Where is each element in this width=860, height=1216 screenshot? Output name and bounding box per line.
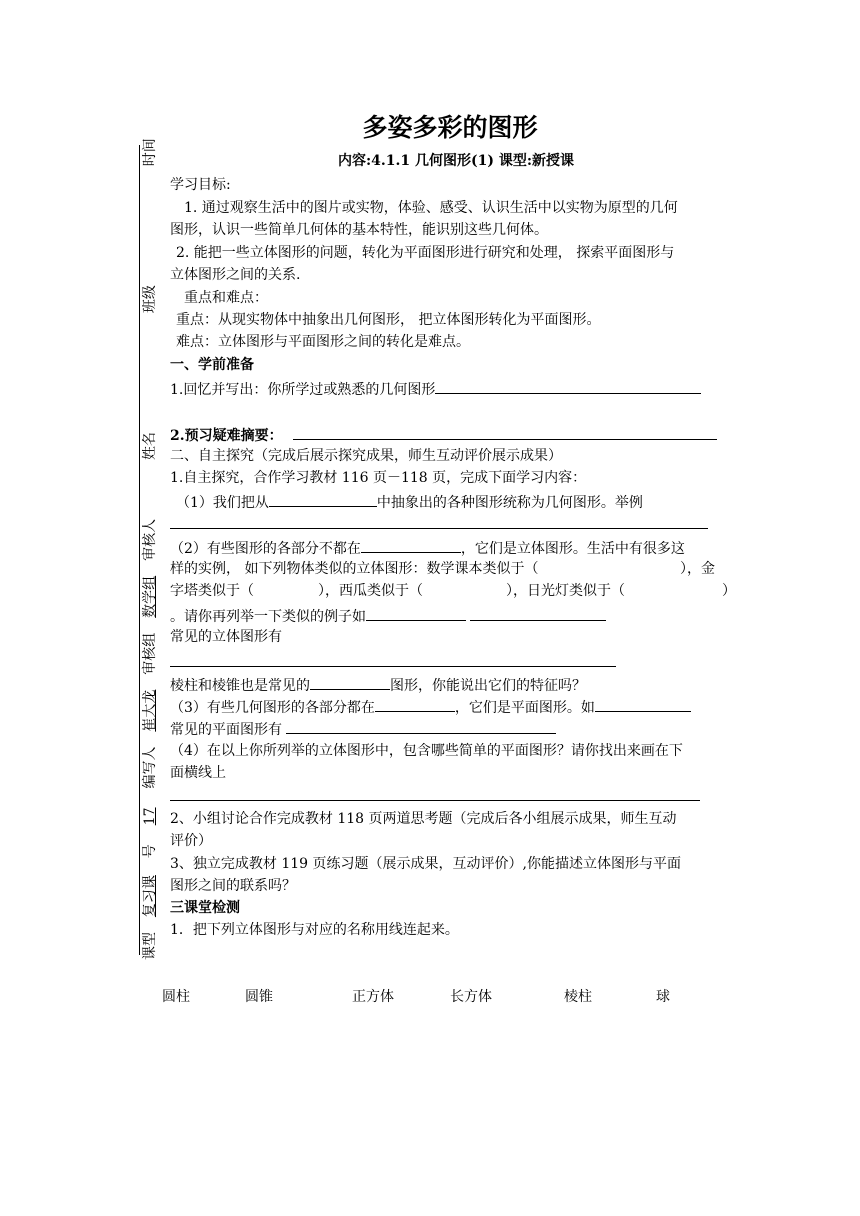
part-1-line bbox=[176, 492, 643, 512]
side-info-label bbox=[140, 140, 160, 960]
question-3-line-1: 3、独立完成教材 119 页练习题（展示成果，互动评价）,你能描述立体图形与平面 bbox=[170, 856, 681, 872]
question-2-line-2: 评价） bbox=[170, 833, 212, 849]
side-name-label: 姓名 bbox=[142, 432, 158, 461]
part-2-text-a: （2）有些图形的各部分不都在 bbox=[170, 541, 361, 557]
section-3-heading: 三课堂检测 bbox=[170, 900, 240, 916]
blank-field[interactable] bbox=[375, 697, 455, 712]
side-author-value: 崔大龙 bbox=[142, 689, 158, 732]
shape-name-cube: 正方体 bbox=[352, 989, 394, 1005]
part-2-line-2: 样的实例， 如下列物体类似的立体图形：数学课本类似于（ bbox=[170, 561, 539, 577]
page-subtitle: 内容:4.1.1 几何图形(1) 课型:新授课 bbox=[338, 153, 575, 169]
part-4-line-1: （4）在以上你所列举的立体图形中，包含哪些简单的平面图形？请你找出来画在下 bbox=[170, 743, 683, 759]
answer-line[interactable] bbox=[293, 425, 717, 440]
part-1-text-a: （1）我们把从 bbox=[176, 495, 269, 511]
side-lesson-type-value: 复习课 bbox=[142, 875, 158, 918]
side-lesson-type-label: 课型 bbox=[142, 932, 158, 960]
section-1-question-2 bbox=[170, 425, 717, 445]
part-3-line-2 bbox=[170, 719, 556, 739]
prism-text-b: 图形，你能说出它们的特征吗？ bbox=[390, 678, 586, 694]
side-review-group-value: 数学组 bbox=[142, 575, 158, 618]
part-3-text-a: （3）有些几何图形的各部分都在 bbox=[170, 700, 375, 716]
section-2-intro: 1.自主探究，合作学习教材 116 页－118 页，完成下面学习内容： bbox=[170, 470, 587, 486]
answer-line[interactable] bbox=[170, 652, 616, 667]
part-2-line-3c: ），日光灯类似于（ bbox=[506, 583, 625, 599]
blank-field[interactable] bbox=[595, 697, 691, 712]
side-class-label: 班级 bbox=[142, 285, 158, 314]
section-3-question-1: 1．把下列立体图形与对应的名称用线连起来。 bbox=[170, 922, 459, 938]
question-2-line-1: 2、小组讨论合作完成教材 118 页两道思考题（完成后各小组展示成果，师生互动 bbox=[170, 811, 677, 827]
prism-pyramid-line bbox=[170, 675, 586, 695]
side-number-value: 17 bbox=[142, 807, 158, 826]
part-2-line-3b: ），西瓜类似于（ bbox=[318, 583, 423, 599]
part-2-line-1 bbox=[170, 538, 685, 558]
blank-field[interactable] bbox=[310, 675, 390, 690]
answer-line[interactable] bbox=[435, 379, 701, 394]
part-3-text-c: 常见的平面图形有 bbox=[170, 722, 282, 738]
goal-2-line-1: 2. 能把一些立体图形的问题，转化为平面图形进行研究和处理， 探索平面图形与 bbox=[176, 245, 675, 261]
goal-1-line-1: 1. 通过观察生活中的图片或实物，体验、感受、认识生活中以实物为原型的几何 bbox=[184, 200, 678, 216]
side-author-label: 编写人 bbox=[142, 746, 158, 789]
part-4-line-2: 面横线上 bbox=[170, 765, 226, 781]
part-1-text-b: 中抽象出的各种图形统称为几何图形。举例 bbox=[376, 495, 643, 511]
shape-name-sphere: 球 bbox=[656, 989, 670, 1005]
key-points-heading: 重点和难点： bbox=[184, 290, 268, 306]
section-1-heading: 一、学前准备 bbox=[170, 357, 254, 373]
prism-text-a: 棱柱和棱锥也是常见的 bbox=[170, 678, 310, 694]
part-2-line-3d: ） bbox=[722, 583, 736, 599]
side-review-group-label: 审核组 bbox=[142, 632, 158, 675]
part-2-line-2-end: ），金 bbox=[680, 561, 715, 577]
shape-name-cuboid: 长方体 bbox=[450, 989, 492, 1005]
part-2-line-3a: 字塔类似于（ bbox=[170, 583, 254, 599]
part-2-text-b: ，它们是立体图形。生活中有很多这 bbox=[460, 541, 685, 557]
side-number-label: 号 bbox=[142, 844, 158, 859]
side-time-label: 时间 bbox=[142, 138, 158, 167]
blank-field[interactable] bbox=[286, 719, 556, 734]
question-3-line-2: 图形之间的联系吗？ bbox=[170, 878, 296, 894]
part-2-line-4 bbox=[170, 606, 606, 626]
section-1-question-2-text: 2.预习疑难摘要： bbox=[170, 428, 283, 444]
section-1-question-1-text: 1.回忆并写出：你所学过或熟悉的几何图形 bbox=[170, 382, 436, 398]
section-1-question-1 bbox=[170, 379, 701, 399]
common-solids-label: 常见的立体图形有 bbox=[170, 629, 282, 645]
part-3-line-1 bbox=[170, 697, 691, 717]
answer-line[interactable] bbox=[170, 786, 700, 801]
goal-1-line-2: 图形，认识一些简单几何体的基本特性，能识别这些几何体。 bbox=[170, 222, 548, 238]
shape-name-cone: 圆锥 bbox=[245, 989, 273, 1005]
side-reviewer-label: 审核人 bbox=[142, 518, 158, 561]
key-point: 重点：从现实物体中抽象出几何图形， 把立体图形转化为平面图形。 bbox=[176, 312, 601, 328]
section-2-heading: 二、自主探究（完成后展示探究成果，师生互动评价展示成果） bbox=[170, 448, 562, 464]
part-3-text-b: ，它们是平面图形。如 bbox=[454, 700, 595, 716]
hard-point: 难点：立体图形与平面图形之间的转化是难点。 bbox=[176, 334, 470, 350]
blank-field[interactable] bbox=[470, 606, 606, 621]
blank-field[interactable] bbox=[366, 606, 466, 621]
shape-name-prism: 棱柱 bbox=[564, 989, 592, 1005]
page-title: 多姿多彩的图形 bbox=[362, 113, 538, 142]
goals-heading: 学习目标: bbox=[170, 177, 231, 193]
blank-field[interactable] bbox=[361, 538, 461, 553]
answer-line[interactable] bbox=[170, 514, 708, 529]
part-2-text-i: 。请你再列举一下类似的例子如 bbox=[170, 609, 366, 625]
goal-2-line-2: 立体图形之间的关系. bbox=[170, 267, 301, 283]
blank-field[interactable] bbox=[269, 492, 377, 507]
shape-name-cylinder: 圆柱 bbox=[162, 989, 190, 1005]
